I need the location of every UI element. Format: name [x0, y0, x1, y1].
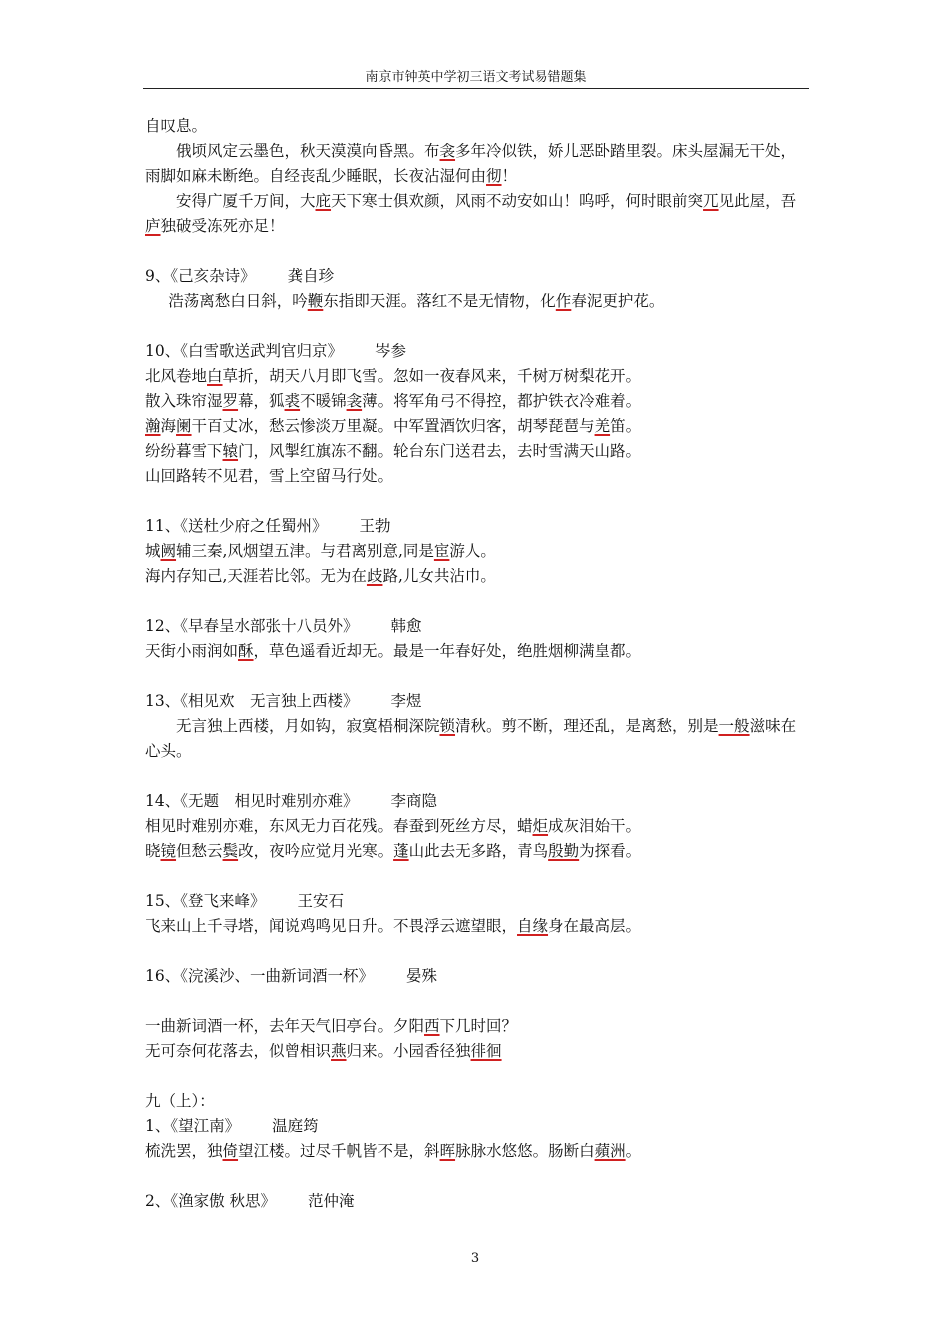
header-title: 南京市钟英中学初三语文考试易错题集: [365, 70, 587, 85]
error-prone-char: 作: [555, 292, 572, 310]
section-heading: 九（上）：: [145, 1092, 215, 1110]
error-prone-char: 彻: [486, 167, 502, 185]
poem-title: 15、《登飞来峰》 王安石: [145, 892, 344, 910]
poem-line: 一曲新词酒一杯，去年天气旧亭台。夕阳西下几时回？: [145, 1017, 518, 1035]
poem-line: 散入珠帘湿罗幕，狐裘不暖锦衾薄。将军角弓不得控，都护铁衣冷难着。: [145, 392, 642, 410]
error-prone-char: 酥: [238, 642, 254, 660]
poem-title: 14、《无题 相见时难别亦难》 李商隐: [145, 792, 437, 810]
poem-author: 李商隐: [390, 792, 437, 810]
error-prone-char: 西: [424, 1017, 440, 1035]
poem-paragraph: 无言独上西楼，月如钩，寂寞梧桐深院锁清秋。剪不断，理还乱，是离愁，别是一般滋味在心头。: [145, 717, 797, 760]
error-prone-char: 瀚: [145, 417, 161, 435]
error-prone-char: 裘: [284, 392, 301, 410]
poem-line: 晓镜但愁云鬓改，夜吟应觉月光寒。蓬山此去无多路，青鸟殷勤为探看。: [145, 842, 642, 860]
poem-author: 龚自珍: [287, 267, 335, 285]
error-prone-char: 罗: [222, 392, 239, 410]
poem-author: 王勃: [359, 517, 391, 535]
error-prone-char: 晖: [439, 1142, 456, 1160]
poem-line: 飞来山上千寻塔，闻说鸡鸣见日升。不畏浮云遮望眼，自缘身在最高层。: [145, 917, 642, 935]
page-number: 3: [470, 1251, 480, 1266]
error-prone-char: 白: [207, 367, 223, 385]
page-header: [143, 66, 809, 89]
poem-title: 1、《望江南》 温庭筠: [145, 1117, 319, 1135]
poem-title: 2、《渔家傲 秋思》 范仲淹: [145, 1192, 355, 1210]
poem-author: 岑参: [374, 342, 406, 360]
error-prone-char: 倚: [222, 1142, 239, 1160]
poem-line: 无可奈何花落去，似曾相识燕归来。小园香径独徘徊: [145, 1042, 502, 1060]
poem-line: 瀚海阑干百丈冰，愁云惨淡万里凝。中军置酒饮归客，胡琴琵琶与羌笛。: [145, 417, 642, 435]
poem-title: 9、《己亥杂诗》 龚自珍: [145, 267, 335, 285]
error-prone-char: 阙: [160, 542, 177, 560]
poem-title: 12、《早春呈水部张十八员外》 韩愈: [145, 617, 422, 635]
poem-title: 13、《相见欢 无言独上西楼》 李煜: [145, 692, 422, 710]
poem-author: 温庭筠: [272, 1117, 319, 1135]
poem-line: 山回路转不见君，雪上空留马行处。: [145, 467, 394, 485]
poem-line: 海内存知己,天涯若比邻。无为在歧路,儿女共沾巾。: [145, 567, 496, 585]
error-prone-char: 一般: [718, 717, 750, 735]
poem-line: 相见时难别亦难，东风无力百花残。春蚕到死丝方尽，蜡炬成灰泪始干。: [145, 817, 642, 835]
poem-title: 11、《送杜少府之任蜀州》 王勃: [145, 517, 391, 535]
error-prone-char: 辕: [222, 442, 239, 460]
poem-author: 韩愈: [390, 617, 422, 635]
error-prone-char: 镜: [160, 842, 177, 860]
poem-title: 16、《浣溪沙、一曲新词酒一杯》 晏殊: [145, 967, 437, 985]
poem-line: 自叹息。: [145, 117, 208, 135]
error-prone-char: 鬓: [222, 842, 239, 860]
poem-title: 10、《白雪歌送武判官归京》 岑参: [145, 342, 406, 360]
error-prone-char: 炬: [532, 817, 549, 835]
error-prone-char: 歧: [366, 567, 383, 585]
error-prone-char: 庇: [315, 192, 332, 210]
error-prone-char: 燕: [331, 1042, 347, 1060]
error-prone-char: 宦: [433, 542, 450, 560]
poem-line: 北风卷地白草折，胡天八月即飞雪。忽如一夜春风来，千树万树梨花开。: [145, 367, 642, 385]
poem-line: 纷纷暮雪下辕门，风掣红旗冻不翻。轮台东门送君去，去时雪满天山路。: [145, 442, 642, 460]
poem-author: 王安石: [297, 892, 344, 910]
poem-paragraph: 安得广厦千万间，大庇天下寒士俱欢颜，风雨不动安如山！呜呼，何时眼前突兀见此屋，吾庐独破受冻死亦足！: [145, 192, 797, 235]
poem-line: 浩荡离愁白日斜，吟鞭东指即天涯。落红不是无情物，化作春泥更护花。: [168, 292, 665, 310]
error-prone-char: 鞭: [307, 292, 324, 310]
error-prone-char: 自缘: [517, 917, 549, 935]
error-prone-char: 徘徊: [470, 1042, 502, 1060]
error-prone-char: 羌: [594, 417, 611, 435]
error-prone-char: 蘋洲: [594, 1142, 626, 1160]
poem-line: 天街小雨润如酥，草色遥看近却无。最是一年春好处，绝胜烟柳满皇都。: [145, 642, 642, 660]
poem-author: 李煜: [390, 692, 422, 710]
error-prone-char: 殷勤: [548, 842, 580, 860]
error-prone-char: 阑: [176, 417, 192, 435]
error-prone-char: 衾: [439, 142, 456, 160]
error-prone-char: 庐: [145, 217, 161, 235]
document-body: [145, 114, 809, 1214]
poem-line: 城阙辅三秦,风烟望五津。与君离别意,同是宦游人。: [145, 542, 496, 560]
poem-author: 晏殊: [405, 967, 437, 985]
poem-paragraph: 俄顷风定云墨色，秋天漠漠向昏黑。布衾多年冷似铁，娇儿恶卧踏里裂。床头屋漏无干处，雨脚如麻未断绝。自经丧乱少睡眠，长夜沾湿何由彻！: [145, 142, 797, 185]
error-prone-char: 衾: [346, 392, 363, 410]
poem-line: 梳洗罢，独倚望江楼。过尽千帆皆不是，斜晖脉脉水悠悠。肠断白蘋洲。: [145, 1142, 642, 1160]
error-prone-char: 兀: [703, 192, 719, 210]
error-prone-char: 蓬: [393, 842, 409, 860]
error-prone-char: 锁: [439, 717, 456, 735]
poem-author: 范仲淹: [308, 1192, 355, 1210]
